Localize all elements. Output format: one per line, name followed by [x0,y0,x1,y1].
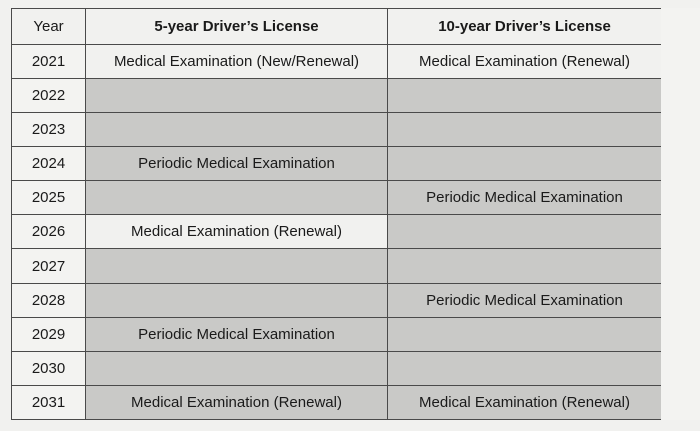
year-cell: 2031 [12,385,86,419]
ten-year-cell-2021: Medical Examination (Renewal) [388,45,662,79]
year-cell: 2027 [12,249,86,283]
ten-year-cell-2028: Periodic Medical Examination [388,283,662,317]
five-year-cell-2029: Periodic Medical Examination [86,317,388,351]
table-row [12,147,662,181]
year-cell: 2022 [12,79,86,113]
table-row [12,113,662,147]
year-cell: 2024 [12,147,86,181]
ten-year-cell-2024 [388,147,662,181]
five-year-cell-2023 [86,113,388,147]
ten-year-cell-2022 [388,79,662,113]
year-cell: 2025 [12,181,86,215]
five-year-cell-2028 [86,283,388,317]
ten-year-cell-2027 [388,249,662,283]
five-year-cell-2024: Periodic Medical Examination [86,147,388,181]
five-year-cell-2027 [86,249,388,283]
year-column-header: Year [12,9,86,45]
five-year-cell-2030 [86,351,388,385]
ten-year-cell-2031: Medical Examination (Renewal) [388,385,662,419]
page-margin [661,8,700,420]
five-year-cell-2025 [86,181,388,215]
ten-year-cell-2023 [388,113,662,147]
table-row [12,351,662,385]
year-cell: 2030 [12,351,86,385]
table-row [12,45,662,79]
year-cell: 2023 [12,113,86,147]
table-row [12,181,662,215]
year-cell: 2028 [12,283,86,317]
five-year-cell-2021: Medical Examination (New/Renewal) [86,45,388,79]
ten-year-cell-2026 [388,215,662,249]
table-row [12,385,662,419]
five-year-cell-2031: Medical Examination (Renewal) [86,385,388,419]
ten-year-cell-2025: Periodic Medical Examination [388,181,662,215]
ten-year-license-column-header: 10-year Driver’s License [388,9,662,45]
medical-exam-schedule-table [11,8,662,420]
table-row [12,283,662,317]
five-year-license-column-header: 5-year Driver’s License [86,9,388,45]
year-cell: 2026 [12,215,86,249]
table-row [12,79,662,113]
year-cell: 2029 [12,317,86,351]
table-row [12,249,662,283]
table-row [12,317,662,351]
ten-year-cell-2030 [388,351,662,385]
five-year-cell-2026: Medical Examination (Renewal) [86,215,388,249]
ten-year-cell-2029 [388,317,662,351]
five-year-cell-2022 [86,79,388,113]
table-row [12,215,662,249]
year-cell: 2021 [12,45,86,79]
table-header-row [12,9,662,45]
